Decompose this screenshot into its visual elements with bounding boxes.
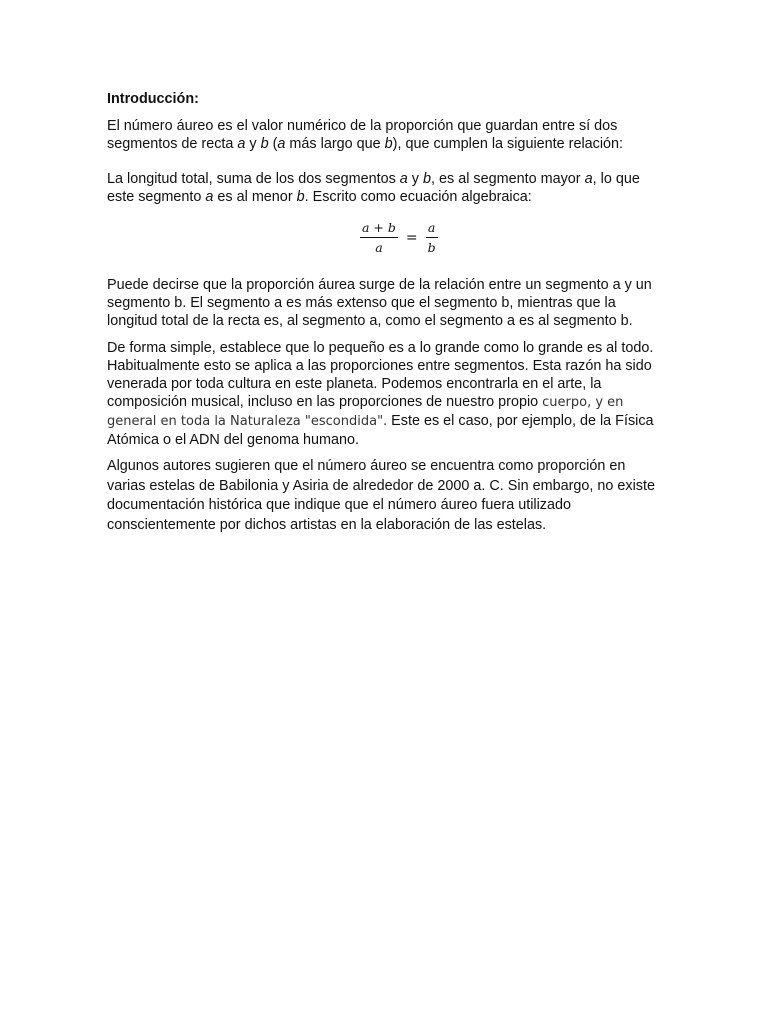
left-fraction [360,220,398,255]
fraction-bar [360,237,398,238]
text-run: es al menor [213,189,297,205]
left-denominator: a [375,240,383,255]
text-run-alt-font: cuerpo, y en general en toda la Naturaleza "escondida". [107,395,624,429]
text-run: La longitud total, suma de los dos segmentos [107,171,400,187]
text-run: , es al segmento mayor [431,171,585,187]
text-run: más largo que [285,136,385,152]
variable-b: b [260,136,269,152]
variable-a: a [277,136,286,152]
left-numerator: a + b [362,220,396,235]
variable-a: a [205,189,214,205]
variable-b: b [296,189,305,205]
section-heading: Introducción: [107,91,199,107]
paragraph-simple-form [107,339,667,449]
text-run: De forma simple, establece que lo pequeño es a lo grande como lo grande es al todo. Habitualmente esto se aplica a las proporciones entre segmentos. Esta razón ha sido venerada por toda cultura en este planeta. Podemos encontrarla en el arte, la composición musical, incluso en las proporciones de nuestro propio [107,340,654,410]
text-run: y [245,136,261,152]
right-denominator: b [427,240,436,255]
paragraph-history: Algunos autores sugieren que el número áureo se encuentra como proporción en varias estelas de Babilonia y Asiria de alrededor de 2000 a. C. Sin embargo, no existe documentación histórica que indique que el número áureo fuera utilizado conscientemente por dichos artistas en la elaboración de las estelas. [107,458,655,533]
variable-a: a [584,171,593,187]
text-run: ), que cumplen la siguiente relación: [392,136,624,152]
right-fraction [426,220,438,255]
right-numerator: a [427,220,436,235]
equation-body [360,220,438,255]
variable-a: a [399,171,408,187]
variable-b: b [423,171,432,187]
text-run: y [407,171,424,187]
paragraph-proportion: Puede decirse que la proporción áurea surge de la relación entre un segmento a y un segmento b. El segmento a es más extenso que el segmento b, mientras que la longitud total de la recta es, al segmento a, como el segmento a es al segmento b. [107,277,652,329]
variable-b: b [384,136,393,152]
fraction-bar [426,237,438,238]
text-run: Este es el caso, por ejemplo, de la Física Atómica o el ADN del genoma humano. [107,413,654,448]
text-run: El número áureo es el valor numérico de la proporción que guardan entre sí dos segmentos de recta [107,118,618,152]
paragraph-definition [107,117,667,153]
text-run: . Escrito como ecuación algebraica: [304,189,532,205]
document-page [107,90,667,535]
text-run: , lo que este segmento [107,171,640,205]
golden-ratio-equation [107,206,667,276]
paragraph-total-length [107,170,667,206]
text-run: ( [268,136,278,152]
equals-sign: = [405,229,418,246]
variable-a: a [237,136,246,152]
